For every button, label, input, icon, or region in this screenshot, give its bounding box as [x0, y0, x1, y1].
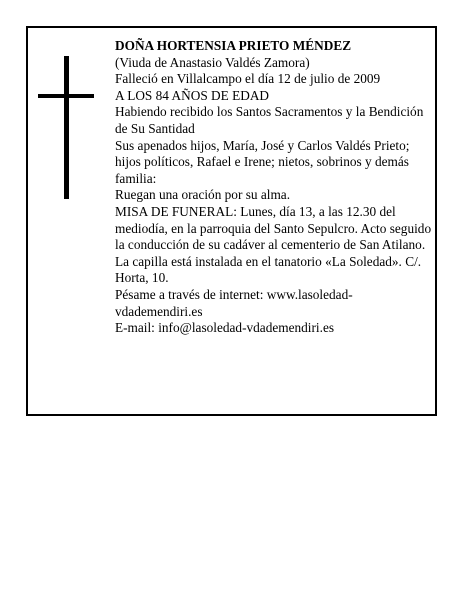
chapel-paragraph: La capilla está instalada en el tanatorio «La Soledad». C/. Horta, 10.: [115, 253, 422, 286]
cross-vertical-bar: [64, 56, 69, 199]
obituary-text: [115, 38, 435, 337]
prayer-line: Ruegan una oración por su alma.: [115, 187, 291, 203]
funeral-mass-paragraph: MISA DE FUNERAL: Lunes, día 13, a las 12.30 del mediodía, en la parroquia del Santo Sepulcro. Acto seguido la conducción de su cadáver al cementerio de San Atilano.: [115, 203, 432, 253]
death-line: Falleció en Villalcampo el día 12 de julio de 2009: [115, 71, 381, 87]
obituary-notice: [26, 26, 437, 416]
deceased-name: DOÑA HORTENSIA PRIETO MÉNDEZ: [115, 38, 352, 53]
cross-icon: [38, 56, 94, 199]
sacraments-paragraph: Habiendo recibido los Santos Sacramentos y la Bendición de Su Santidad: [115, 104, 424, 136]
condolences-line: Pésame a través de internet: www.lasoledad-vdademendiri.es: [115, 286, 353, 319]
email-line: E-mail: info@lasoledad-vdademendiri.es: [115, 320, 335, 336]
age-line: A LOS 84 AÑOS DE EDAD: [115, 87, 270, 103]
cross-horizontal-bar: [38, 94, 94, 98]
widow-of-line: (Viuda de Anastasio Valdés Zamora): [115, 54, 310, 70]
family-paragraph: Sus apenados hijos, María, José y Carlos Valdés Prieto; hijos políticos, Rafael e Irene; nietos, sobrinos y demás familia:: [115, 137, 410, 186]
